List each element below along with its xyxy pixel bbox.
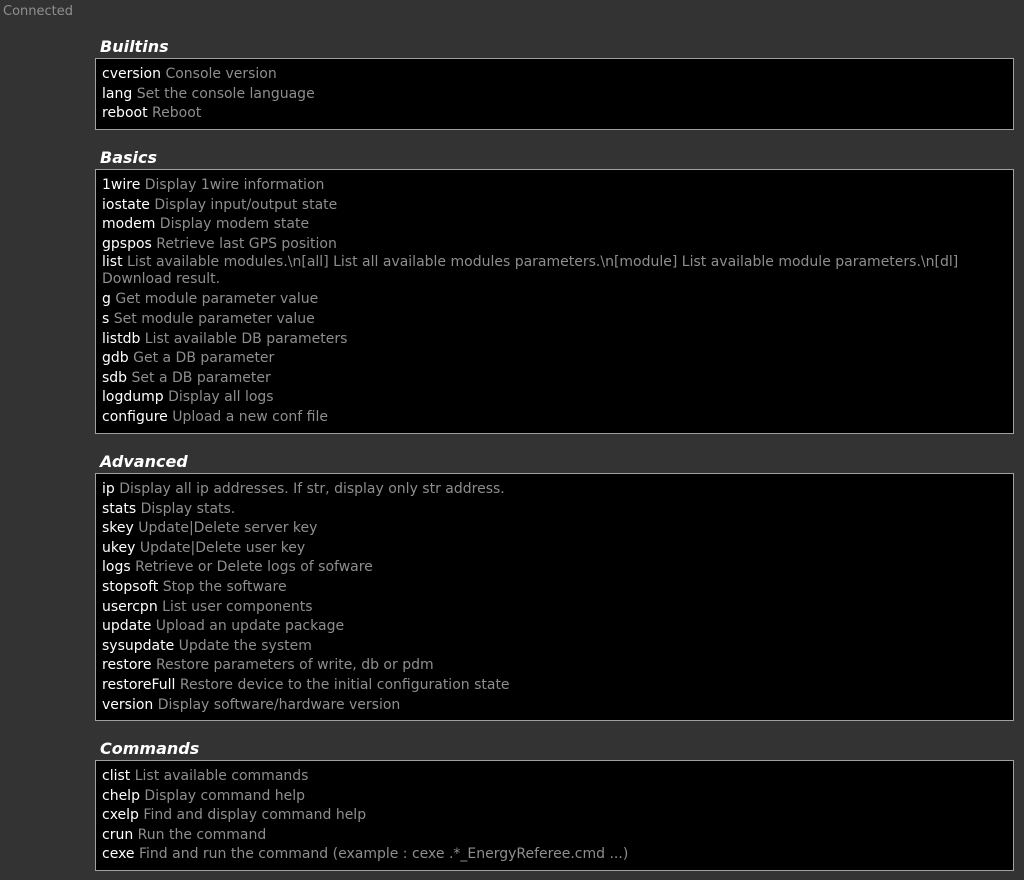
connection-status: Connected bbox=[3, 4, 74, 19]
command-description: Display stats. bbox=[140, 500, 236, 517]
command-name: 1wire bbox=[102, 177, 141, 193]
command-description: Retrieve last GPS position bbox=[156, 235, 337, 252]
command-description: List user components bbox=[162, 598, 313, 615]
command-description: List available DB parameters bbox=[144, 330, 348, 347]
command-name: logs bbox=[102, 559, 131, 576]
command-name: iostate bbox=[102, 196, 150, 213]
command-description: Find and run the command (example : cexe .*_EnergyReferee.cmd ...) bbox=[139, 846, 629, 863]
command-name: lang bbox=[102, 85, 133, 102]
command-name: skey bbox=[102, 520, 134, 537]
command-name: s bbox=[102, 310, 110, 327]
command-description: Set the console language bbox=[136, 85, 315, 102]
command-description: Retrieve or Delete logs of sofware bbox=[135, 559, 373, 576]
command-description: Display command help bbox=[144, 787, 306, 804]
command-item bbox=[102, 408, 1007, 428]
command-name: stats bbox=[102, 500, 137, 517]
command-item bbox=[102, 787, 1007, 807]
command-item bbox=[102, 519, 1007, 539]
command-item bbox=[102, 617, 1007, 637]
command-description: Reboot bbox=[152, 105, 202, 122]
command-item bbox=[102, 767, 1007, 787]
command-name: modem bbox=[102, 216, 156, 233]
command-description: Update|Delete user key bbox=[139, 539, 306, 556]
command-name: cversion bbox=[102, 66, 161, 82]
command-name: restoreFull bbox=[102, 676, 176, 693]
section-title: Basics bbox=[100, 148, 158, 167]
command-description: Find and display command help bbox=[143, 807, 367, 824]
command-item bbox=[102, 235, 1007, 255]
command-item bbox=[102, 598, 1007, 618]
command-item bbox=[102, 539, 1007, 559]
command-description: Display all ip addresses. If str, display only str address. bbox=[119, 481, 505, 497]
command-item bbox=[102, 215, 1007, 235]
command-name: listdb bbox=[102, 330, 141, 347]
command-name: gdb bbox=[102, 350, 129, 367]
command-item bbox=[102, 65, 1007, 85]
command-item bbox=[102, 196, 1007, 216]
command-list bbox=[95, 473, 1014, 721]
command-name: g bbox=[102, 291, 111, 308]
command-item bbox=[102, 330, 1007, 350]
command-item bbox=[102, 349, 1007, 369]
command-list bbox=[95, 169, 1014, 434]
command-item bbox=[102, 369, 1007, 389]
command-name: cxelp bbox=[102, 807, 139, 824]
command-name: sysupdate bbox=[102, 637, 175, 654]
command-item bbox=[102, 388, 1007, 408]
command-item bbox=[102, 806, 1007, 826]
command-item bbox=[102, 500, 1007, 520]
command-name: sdb bbox=[102, 369, 128, 386]
command-name: ukey bbox=[102, 539, 136, 556]
command-item bbox=[102, 176, 1007, 196]
command-item bbox=[102, 676, 1007, 696]
command-description: Restore device to the initial configuration state bbox=[179, 676, 510, 693]
section-title: Advanced bbox=[100, 452, 188, 471]
command-name: version bbox=[102, 696, 154, 713]
command-description: Get module parameter value bbox=[115, 291, 319, 308]
command-name: stopsoft bbox=[102, 578, 159, 595]
section-title: Builtins bbox=[100, 37, 169, 56]
command-name: update bbox=[102, 618, 152, 635]
command-item bbox=[102, 290, 1007, 310]
command-description: Console version bbox=[165, 66, 277, 82]
command-name: gpspos bbox=[102, 235, 152, 252]
command-item bbox=[102, 310, 1007, 330]
command-description: Display 1wire information bbox=[144, 177, 325, 193]
command-item bbox=[102, 656, 1007, 676]
command-description: Stop the software bbox=[162, 578, 287, 595]
section-title: Commands bbox=[100, 739, 200, 758]
command-item bbox=[102, 637, 1007, 657]
command-item bbox=[102, 480, 1007, 500]
command-item bbox=[102, 845, 1007, 865]
command-description: Display all logs bbox=[168, 389, 274, 406]
command-item bbox=[102, 826, 1007, 846]
command-description: Upload a new conf file bbox=[172, 408, 328, 425]
command-description: List available modules.\n[all] List all available modules parameters.\n[module] List available module parameters.\n[dl] Download result. bbox=[102, 254, 959, 288]
command-description: Update|Delete server key bbox=[138, 520, 318, 537]
command-item bbox=[102, 696, 1007, 716]
command-item bbox=[102, 558, 1007, 578]
command-description: Upload an update package bbox=[155, 618, 345, 635]
command-item bbox=[102, 85, 1007, 105]
command-description: List available commands bbox=[134, 768, 309, 784]
command-item bbox=[102, 254, 1007, 288]
command-name: cexe bbox=[102, 846, 135, 863]
command-description: Restore parameters of write, db or pdm bbox=[155, 657, 434, 674]
command-name: reboot bbox=[102, 105, 148, 122]
command-description: Set module parameter value bbox=[113, 310, 315, 327]
command-description: Display input/output state bbox=[154, 196, 338, 213]
command-item bbox=[102, 578, 1007, 598]
command-name: chelp bbox=[102, 787, 140, 804]
command-name: list bbox=[102, 254, 123, 271]
command-name: restore bbox=[102, 657, 152, 674]
command-description: Set a DB parameter bbox=[131, 369, 271, 386]
command-description: Display software/hardware version bbox=[157, 696, 401, 713]
command-name: usercpn bbox=[102, 598, 158, 615]
command-name: clist bbox=[102, 768, 131, 784]
command-description: Get a DB parameter bbox=[133, 350, 275, 367]
command-description: Display modem state bbox=[159, 216, 310, 233]
command-description: Run the command bbox=[137, 826, 267, 843]
command-item bbox=[102, 104, 1007, 124]
command-description: Update the system bbox=[178, 637, 312, 654]
command-list bbox=[95, 58, 1014, 130]
command-name: logdump bbox=[102, 389, 164, 406]
command-list bbox=[95, 760, 1014, 871]
command-name: ip bbox=[102, 481, 115, 497]
command-name: configure bbox=[102, 408, 168, 425]
command-name: crun bbox=[102, 826, 134, 843]
